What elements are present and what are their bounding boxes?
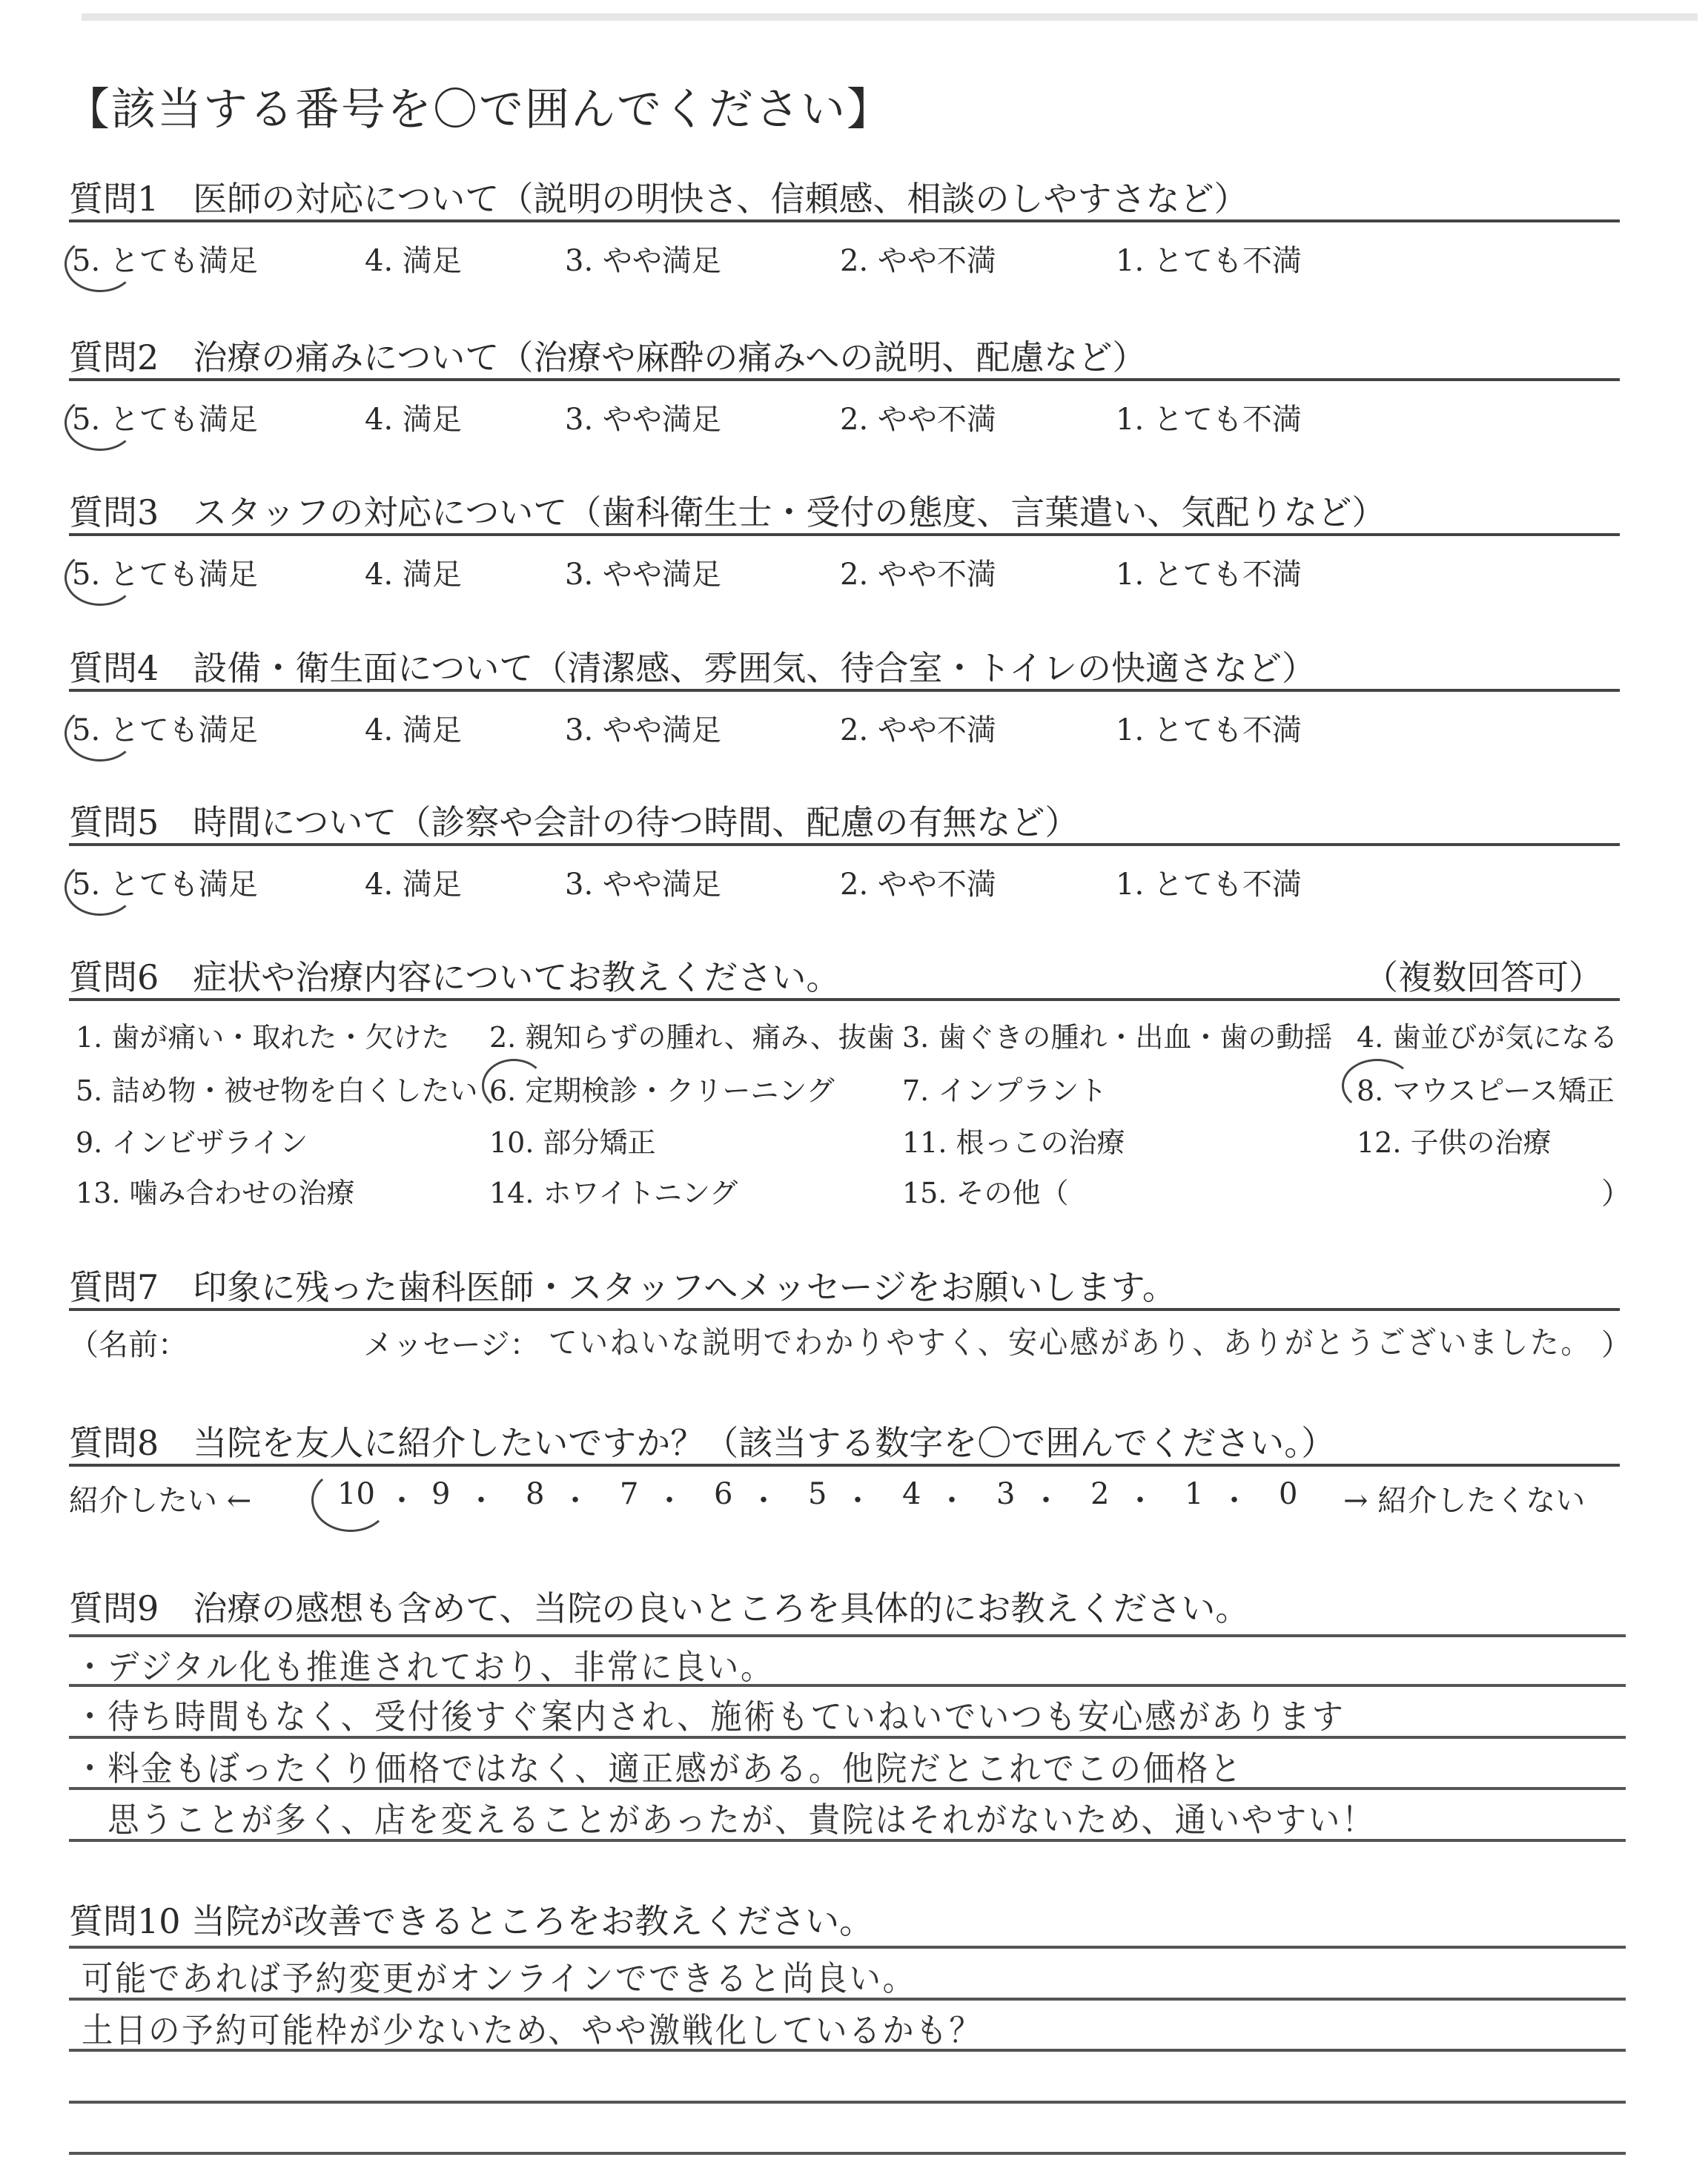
close-paren: ） bbox=[1601, 1177, 1631, 1211]
question-heading: 質問10 当院が改善できるところをお教えください。 bbox=[69, 1901, 874, 1941]
selection-circle bbox=[482, 1059, 546, 1112]
selection-circle bbox=[1342, 1059, 1413, 1112]
question-heading: 質問1 医師の対応について（説明の明快さ、信頼感、相談のしやすさなど） bbox=[69, 179, 1248, 219]
question-heading: 質問2 治療の痛みについて（治療や麻酔の痛みへの説明、配慮など） bbox=[69, 337, 1147, 377]
symptom-option[interactable]: 1. 歯が痛い・取れた・欠けた bbox=[76, 1021, 450, 1054]
symptom-option[interactable]: 11. 根っこの治療 bbox=[902, 1126, 1125, 1159]
scale-value[interactable]: 0 bbox=[1279, 1477, 1298, 1511]
symptom-option[interactable]: 12. 子供の治療 bbox=[1357, 1126, 1552, 1159]
rating-option[interactable]: 2. やや不満 bbox=[840, 558, 996, 592]
scale-separator: ・ bbox=[560, 1484, 590, 1518]
name-label: （名前： bbox=[69, 1328, 188, 1362]
symptom-option[interactable]: 10. 部分矯正 bbox=[489, 1126, 656, 1159]
scale-separator: ・ bbox=[1031, 1484, 1061, 1518]
answer-line: 土日の予約可能枠が少ないため、やや激戦化しているかも？ bbox=[82, 2010, 983, 2050]
question-heading: 質問7 印象に残った歯科医師・スタッフへメッセージをお願いします。 bbox=[69, 1267, 1176, 1307]
scale-value[interactable]: 7 bbox=[620, 1477, 639, 1511]
rating-option[interactable]: 2. やや不満 bbox=[840, 713, 996, 747]
question-heading: 質問8 当院を友人に紹介したいですか？（該当する数字を〇で囲んでください。） bbox=[69, 1423, 1336, 1463]
rating-option[interactable]: 3. やや満足 bbox=[565, 868, 721, 902]
rating-option[interactable]: 5. とても満足 bbox=[72, 868, 258, 902]
symptom-option[interactable]: 7. インプラント bbox=[902, 1074, 1108, 1107]
answer-rule bbox=[69, 2101, 1626, 2104]
rating-option[interactable]: 4. 満足 bbox=[365, 868, 462, 902]
rating-option[interactable]: 3. やや満足 bbox=[565, 403, 721, 437]
question-heading: 質問3 スタッフの対応について（歯科衛生士・受付の態度、言葉遣い、気配りなど） bbox=[69, 492, 1386, 532]
scale-separator: ・ bbox=[1125, 1484, 1155, 1518]
multiple-answer-note: （複数回答可） bbox=[1364, 957, 1603, 997]
answer-line: ・デジタル化も推進されており、非常に良い。 bbox=[74, 1647, 775, 1687]
heading-rule bbox=[69, 1308, 1620, 1311]
symptom-option[interactable]: 5. 詰め物・被せ物を白くしたい bbox=[76, 1074, 478, 1107]
symptom-option[interactable]: 9. インビザライン bbox=[76, 1126, 308, 1159]
rating-option[interactable]: 2. やや不満 bbox=[840, 244, 996, 278]
question-heading: 質問6 症状や治療内容についてお教えください。 bbox=[69, 957, 841, 997]
scale-separator: ・ bbox=[937, 1484, 967, 1518]
heading-rule bbox=[69, 843, 1620, 846]
scale-separator: ・ bbox=[843, 1484, 873, 1518]
heading-rule bbox=[69, 998, 1620, 1001]
scale-separator: ・ bbox=[655, 1484, 684, 1518]
scale-right-label: → 紹介したくない bbox=[1343, 1484, 1586, 1518]
scale-value[interactable]: 9 bbox=[431, 1477, 451, 1511]
rating-option[interactable]: 3. やや満足 bbox=[565, 713, 721, 747]
selection-circle bbox=[64, 236, 136, 292]
symptom-option[interactable]: 6. 定期検診・クリーニング bbox=[489, 1074, 835, 1107]
rating-option[interactable]: 5. とても満足 bbox=[72, 244, 258, 278]
heading-rule bbox=[69, 1464, 1620, 1467]
answer-rule bbox=[69, 1634, 1626, 1637]
rating-option[interactable]: 2. やや不満 bbox=[840, 403, 996, 437]
scale-value[interactable]: 5 bbox=[808, 1477, 827, 1511]
rating-option[interactable]: 5. とても満足 bbox=[72, 558, 258, 592]
answer-line: 思うことが多く、店を変えることがあったが、貴院はそれがないため、通いやすい！ bbox=[74, 1800, 1376, 1840]
rating-option[interactable]: 4. 満足 bbox=[365, 403, 462, 437]
rating-option[interactable]: 1. とても不満 bbox=[1116, 403, 1302, 437]
rating-option[interactable]: 3. やや満足 bbox=[565, 558, 721, 592]
question-heading: 質問9 治療の感想も含めて、当院の良いところを具体的にお教えください。 bbox=[69, 1588, 1250, 1628]
rating-option[interactable]: 4. 満足 bbox=[365, 558, 462, 592]
rating-option[interactable]: 4. 満足 bbox=[365, 713, 462, 747]
selection-circle bbox=[64, 705, 136, 762]
symptom-option[interactable]: 15. その他（ bbox=[902, 1177, 1069, 1209]
scale-value[interactable]: 10 bbox=[337, 1477, 375, 1511]
selection-circle bbox=[64, 394, 136, 451]
rating-option[interactable]: 5. とても満足 bbox=[72, 713, 258, 747]
selection-circle bbox=[64, 549, 136, 606]
rating-option[interactable]: 1. とても不満 bbox=[1116, 868, 1302, 902]
heading-rule bbox=[69, 219, 1620, 222]
scale-separator: ・ bbox=[749, 1484, 778, 1518]
symptom-option[interactable]: 4. 歯並びが気になる bbox=[1357, 1021, 1618, 1054]
symptom-option[interactable]: 3. 歯ぐきの腫れ・出血・歯の動揺 bbox=[902, 1021, 1333, 1054]
scale-value[interactable]: 1 bbox=[1185, 1477, 1204, 1511]
answer-line: ・料金もぼったくり価格ではなく、適正感がある。他院だとこれでこの価格と bbox=[74, 1748, 1243, 1789]
answer-line: 可能であれば予約変更がオンラインでできると尚良い。 bbox=[82, 1958, 916, 1998]
heading-rule bbox=[69, 533, 1620, 536]
selection-circle bbox=[311, 1468, 390, 1532]
scale-left-label: 紹介したい ← bbox=[69, 1484, 252, 1518]
heading-rule bbox=[69, 378, 1620, 381]
rating-option[interactable]: 1. とても不満 bbox=[1116, 244, 1302, 278]
scan-edge bbox=[82, 13, 1698, 21]
scale-value[interactable]: 2 bbox=[1090, 1477, 1110, 1511]
answer-rule bbox=[69, 1946, 1626, 1949]
rating-option[interactable]: 1. とても不満 bbox=[1116, 713, 1302, 747]
symptom-option[interactable]: 14. ホワイトニング bbox=[489, 1177, 738, 1209]
scale-value[interactable]: 4 bbox=[902, 1477, 921, 1511]
message-text: ていねいな説明でわかりやすく、安心感があり、ありがとうございました。 bbox=[549, 1324, 1592, 1361]
selection-circle bbox=[64, 859, 136, 916]
scale-separator: ・ bbox=[466, 1484, 496, 1518]
answer-rule bbox=[69, 2152, 1626, 2155]
answer-line: ・待ち時間もなく、受付後すぐ案内され、施術もていねいでいつも安心感があります bbox=[74, 1697, 1345, 1737]
symptom-option[interactable]: 2. 親知らずの腫れ、痛み、抜歯 bbox=[489, 1021, 895, 1054]
question-heading: 質問4 設備・衛生面について（清潔感、雰囲気、待合室・トイレの快適さなど） bbox=[69, 648, 1317, 688]
page-title: 【該当する番号を〇で囲んでください】 bbox=[65, 84, 893, 136]
scale-separator: ・ bbox=[387, 1484, 417, 1518]
rating-option[interactable]: 5. とても満足 bbox=[72, 403, 258, 437]
rating-option[interactable]: 3. やや満足 bbox=[565, 244, 721, 278]
scale-value[interactable]: 8 bbox=[526, 1477, 545, 1511]
symptom-option[interactable]: 8. マウスピース矯正 bbox=[1357, 1074, 1615, 1107]
scale-value[interactable]: 6 bbox=[714, 1477, 733, 1511]
close-paren: ） bbox=[1601, 1328, 1631, 1362]
heading-rule bbox=[69, 689, 1620, 692]
symptom-option[interactable]: 13. 噛み合わせの治療 bbox=[76, 1177, 355, 1209]
rating-option[interactable]: 4. 満足 bbox=[365, 244, 462, 278]
scale-separator: ・ bbox=[1219, 1484, 1249, 1518]
message-label: メッセージ： bbox=[363, 1328, 540, 1362]
question-heading: 質問5 時間について（診察や会計の待つ時間、配慮の有無など） bbox=[69, 802, 1079, 842]
rating-option[interactable]: 1. とても不満 bbox=[1116, 558, 1302, 592]
scale-value[interactable]: 3 bbox=[996, 1477, 1016, 1511]
rating-option[interactable]: 2. やや不満 bbox=[840, 868, 996, 902]
